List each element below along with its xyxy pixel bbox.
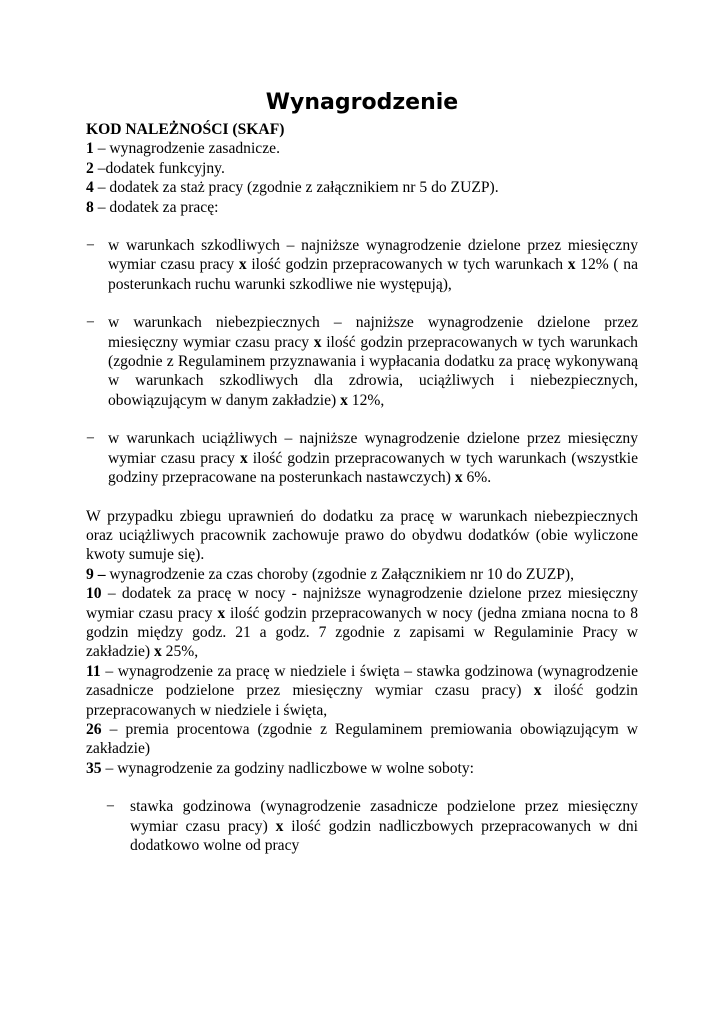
- code-text: – dodatek za pracę:: [93, 198, 219, 216]
- bullet-text: w warunkach szkodliwych – najniższe wynagrodzenie dzielone przez miesięczny wymiar czasu pracy: [108, 237, 638, 274]
- code-text: wynagrodzenie za czas choroby (zgodnie z Załącznikiem nr 10 do ZUZP),: [105, 565, 574, 583]
- code-number: 4: [86, 179, 94, 197]
- bullet-uciazliwe: [86, 429, 638, 487]
- multiply-sign: x: [217, 604, 226, 622]
- heading-text: KOD NALEŻNOŚCI (SKAF): [86, 121, 285, 138]
- code-text: –dodatek funkcyjny.: [93, 159, 225, 177]
- code-line-8: [86, 198, 638, 217]
- bullet-text: ilość godzin przepracowanych w tych warunkach: [246, 256, 568, 274]
- bullet-text: stawka godzinowa (wynagrodzenie zasadnicze podzielone przez miesięczny wymiar czasu pracy): [130, 798, 638, 835]
- multiply-sign: x: [454, 469, 463, 487]
- multiply-sign: x: [313, 333, 322, 351]
- code-text: – wynagrodzenie zasadnicze.: [93, 140, 280, 158]
- code-text: – dodatek za pracę w nocy - najniższe wynagrodzenie dzielone przez miesięczny wymiar czasu pracy: [86, 585, 638, 622]
- document-page: [86, 88, 638, 855]
- document-title: Wynagrodzenie: [265, 90, 459, 115]
- code-number: 35: [86, 759, 102, 777]
- code-number: 10: [86, 585, 102, 603]
- bullet-text: ilość godzin przepracowanych w tych warunkach (zgodnie z Regulaminem przyznawania i wypłacania dodatku za pracę wykonywaną w warunkach szkodliwych dla zdrowia, uciążliwych i niebezpiecznych, obowiązującym w danym zakładzie): [108, 333, 638, 409]
- code-number: 8: [86, 198, 94, 216]
- bullet-text: ilość godzin przepracowanych w tych warunkach (wszystkie godziny przepracowane na posterunkach nastawczych): [108, 449, 638, 487]
- code-text: – wynagrodzenie za pracę w niedziele i święta – stawka godzinowa (wynagrodzenie zasadnicze podzielone przez miesięczny wymiar czasu pracy): [86, 662, 638, 700]
- code-line-10: [86, 584, 638, 662]
- bullet-stawka-godzinowa: [86, 797, 638, 855]
- bullet-text: 12% ( na posterunkach ruchu warunki szkodliwe nie występują),: [108, 256, 638, 293]
- dash-marker: −: [106, 798, 115, 816]
- dash-marker: −: [86, 314, 95, 332]
- code-line-35: [86, 759, 638, 778]
- code-line-11: [86, 662, 638, 720]
- code-text: ilość godzin przepracowanych w nocy (jedna zmiana nocna to 8 godzin między godz. 21 a godz. 7 zgodnie z zapisami w Regulaminie Pracy w zakładzie): [86, 604, 638, 661]
- code-number: 2: [86, 159, 94, 177]
- code-line-1: [86, 139, 638, 158]
- section-heading: [86, 120, 638, 139]
- multiply-sign: x: [239, 449, 248, 467]
- code-line-4: [86, 178, 638, 197]
- dash-marker: −: [86, 237, 95, 255]
- code-text: – wynagrodzenie za godziny nadliczbowe w wolne soboty:: [101, 759, 475, 777]
- note-paragraph: W przypadku zbiegu uprawnień do dodatku za pracę w warunkach niebezpiecznych oraz uciążliwych pracownik zachowuje prawo do obydwu dodatków (obie wyliczone kwoty sumuje się).: [86, 507, 638, 564]
- bullet-text: w warunkach uciążliwych – najniższe wynagrodzenie dzielone przez miesięczny wymiar czasu pracy: [108, 430, 638, 467]
- multiply-sign: x: [340, 391, 348, 409]
- multiply-sign: x: [533, 682, 542, 700]
- bullet-text: 12%,: [347, 391, 385, 409]
- bullet-szkodliwe: [86, 236, 638, 294]
- code-text: – dodatek za staż pracy (zgodnie z załącznikiem nr 5 do ZUZP).: [93, 179, 499, 197]
- bullet-text: ilość godzin nadliczbowych przepracowanych w dni dodatkowo wolne od pracy: [130, 817, 639, 854]
- multiply-sign: x: [153, 643, 162, 661]
- code-line-26: [86, 720, 638, 759]
- multiply-sign: x: [275, 817, 284, 835]
- bullet-niebezpieczne: [86, 313, 638, 410]
- code-text: ilość godzin przepracowanych w niedziele i święta,: [86, 682, 638, 719]
- code-text: 25%,: [161, 643, 199, 661]
- bullet-text: w warunkach niebezpiecznych – najniższe wynagrodzenie dzielone przez miesięczny wymiar czasu pracy: [108, 314, 638, 351]
- code-number: 26: [86, 720, 102, 738]
- multiply-sign: x: [567, 256, 576, 274]
- multiply-sign: x: [238, 256, 247, 274]
- code-number: 9 –: [86, 565, 106, 583]
- code-text: – premia procentowa (zgodnie z Regulaminem premiowania obowiązującym w zakładzie): [86, 720, 638, 758]
- code-number: 11: [86, 662, 101, 680]
- dash-marker: −: [86, 430, 95, 448]
- bullet-text: 6%.: [462, 469, 492, 487]
- code-number: 1: [86, 140, 94, 158]
- code-line-9: [86, 565, 638, 584]
- code-line-2: [86, 159, 638, 178]
